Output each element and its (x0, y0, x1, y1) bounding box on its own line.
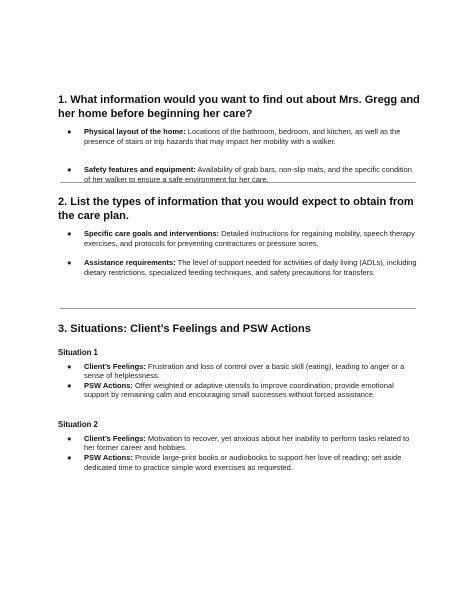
question-1-list (58, 127, 420, 184)
bullet-icon: ● (67, 127, 72, 136)
bullet-icon: ● (67, 453, 72, 463)
question-3-section (58, 323, 420, 472)
question-2-list (58, 229, 420, 277)
question-2-section (58, 196, 420, 277)
situation-1-heading: Situation 1 (58, 347, 98, 357)
section-divider (60, 182, 416, 183)
item-text: The level of support needed for activities of daily living (ADLs), including dietary restrictions, specialized feeding techniques, and safety precautions for transfers. (84, 258, 417, 277)
item-label: Client’s Feelings: (84, 361, 146, 371)
item-label: PSW Actions: (84, 453, 133, 463)
item-text: Frustration and loss of control over a basic skill (eating), leading to anger or a sense of helplessness. (84, 361, 405, 381)
bullet-icon: ● (67, 361, 72, 371)
item-label: Client’s Feelings: (84, 433, 146, 443)
item-label: Safety features and equipment: (84, 165, 196, 175)
item-text: Locations of the bathroom, bedroom, and kitchen, as well as the presence of stairs or trip hazards that may impact her mobility with a walker. (84, 127, 401, 146)
bullet-icon: ● (67, 380, 72, 390)
question-1-title: 1. What information would you want to find out about Mrs. Gregg and her home before beginning her care? (58, 94, 420, 120)
list-item (58, 127, 420, 146)
situation-2-list (58, 434, 420, 472)
item-text: Motivation to recover, yet anxious about her inability to perform tasks related to her former career and hobbies. (84, 433, 410, 453)
list-item (58, 453, 420, 472)
list-item (58, 434, 420, 453)
list-item (58, 229, 420, 248)
item-label: Assistance requirements: (84, 258, 176, 268)
situation-2-heading: Situation 2 (58, 419, 98, 429)
question-2-title: 2. List the types of information that you would expect to obtain from the care plan. (58, 196, 414, 222)
question-3-title: 3. Situations: Client’s Feelings and PSW Actions (58, 323, 311, 335)
bullet-icon: ● (67, 165, 72, 175)
item-text: Provide large-print books or audiobooks to support her love of reading; set aside dedicated time to practice simple word exercises as requested. (84, 453, 402, 472)
list-item (58, 258, 420, 277)
question-1-section (58, 94, 420, 184)
situation-1-list (58, 362, 420, 400)
section-divider (60, 308, 416, 309)
bullet-icon: ● (67, 229, 72, 238)
bullet-icon: ● (67, 258, 72, 268)
item-text: Offer weighted or adaptive utensils to improve coordination; provide emotional support by remaining calm and encouraging small successes without forced assistance. (84, 380, 394, 400)
item-text: Detailed instructions for regaining mobility, speech therapy exercises, and protocols for preventing contractures or pressure sores. (84, 229, 415, 248)
item-label: PSW Actions: (84, 380, 133, 390)
list-item (58, 362, 420, 381)
item-label: Specific care goals and interventions: (84, 229, 220, 238)
item-text: Availability of grab bars, non-slip mats, and the specific condition of her walker to ensure a safe environment for her care. (84, 165, 412, 184)
item-label: Physical layout of the home: (84, 127, 186, 136)
list-item (58, 381, 420, 400)
bullet-icon: ● (67, 433, 72, 443)
